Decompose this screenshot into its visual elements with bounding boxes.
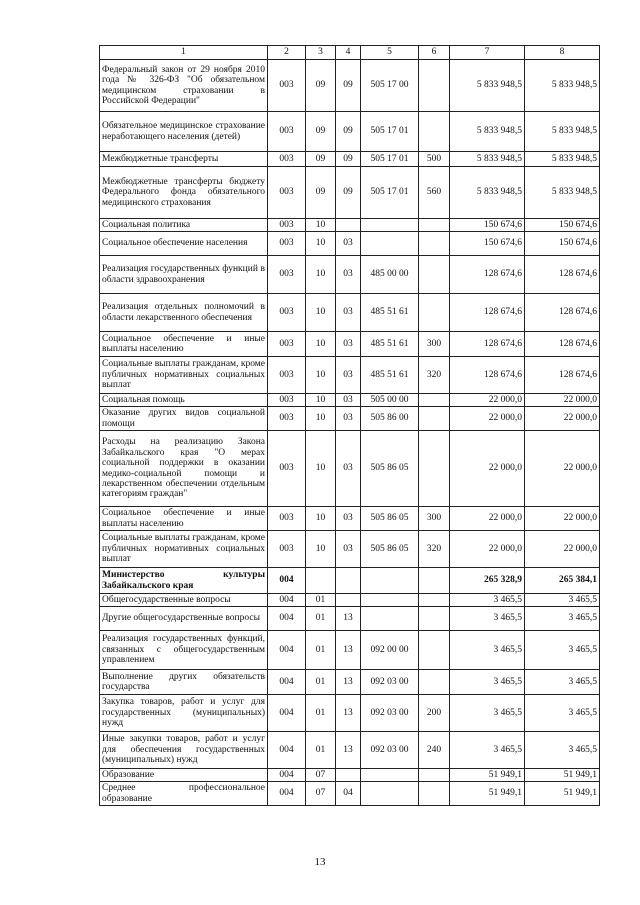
subsection-code: 13 <box>336 631 361 670</box>
target-article: 505 17 01 <box>361 167 419 219</box>
amount-year-2: 3 465,5 <box>525 594 600 607</box>
budget-table <box>99 45 600 806</box>
ministry-code: 003 <box>268 112 306 152</box>
table-row <box>100 256 600 294</box>
expense-type: 320 <box>419 531 450 568</box>
row-name: Федеральный закон от 29 ноября 2010 года № 326-ФЗ "Об обязательном медицинском страховании в Российской Федерации" <box>100 60 268 112</box>
ministry-code: 003 <box>268 531 306 568</box>
ministry-code: 004 <box>268 695 306 732</box>
ministry-code: 003 <box>268 167 306 219</box>
row-name: Оказание других видов социальной помощи <box>100 407 268 431</box>
amount-year-1: 3 465,5 <box>450 607 525 631</box>
expense-type <box>419 594 450 607</box>
expense-type <box>419 670 450 695</box>
target-article <box>361 568 419 594</box>
row-name: Выполнение других обязательств государства <box>100 670 268 695</box>
row-name: Закупка товаров, работ и услуг для государственных (муниципальных) нужд <box>100 695 268 732</box>
row-name: Иные закупки товаров, работ и услуг для обеспечения государственных (муниципальных) нужд <box>100 732 268 769</box>
ministry-code: 003 <box>268 431 306 507</box>
amount-year-2: 128 674,6 <box>525 294 600 332</box>
row-name: Социальное обеспечение и иные выплаты населению <box>100 332 268 357</box>
row-name: Социальное обеспечение и иные выплаты населению <box>100 507 268 531</box>
amount-year-2: 3 465,5 <box>525 732 600 769</box>
amount-year-2: 150 674,6 <box>525 219 600 232</box>
amount-year-2: 5 833 948,5 <box>525 60 600 112</box>
subsection-code: 03 <box>336 294 361 332</box>
amount-year-1: 128 674,6 <box>450 332 525 357</box>
ministry-code: 003 <box>268 256 306 294</box>
table-row <box>100 294 600 332</box>
amount-year-1: 51 949,1 <box>450 782 525 806</box>
section-code: 09 <box>306 167 336 219</box>
table-row <box>100 357 600 394</box>
amount-year-1: 3 465,5 <box>450 732 525 769</box>
column-header: 5 <box>361 46 419 60</box>
amount-year-1: 22 000,0 <box>450 394 525 407</box>
amount-year-1: 150 674,6 <box>450 232 525 256</box>
subsection-code: 03 <box>336 256 361 294</box>
column-header: 4 <box>336 46 361 60</box>
table-row <box>100 112 600 152</box>
section-code: 10 <box>306 407 336 431</box>
expense-type: 560 <box>419 167 450 219</box>
section-code: 09 <box>306 152 336 167</box>
section-code: 09 <box>306 112 336 152</box>
ministry-code: 004 <box>268 631 306 670</box>
table-row <box>100 732 600 769</box>
section-code: 01 <box>306 607 336 631</box>
ministry-code: 003 <box>268 219 306 232</box>
table-row <box>100 431 600 507</box>
ministry-code: 003 <box>268 407 306 431</box>
ministry-code: 004 <box>268 568 306 594</box>
amount-year-2: 51 949,1 <box>525 769 600 782</box>
amount-year-2: 51 949,1 <box>525 782 600 806</box>
table-row <box>100 782 600 806</box>
target-article: 505 86 05 <box>361 507 419 531</box>
table-row <box>100 219 600 232</box>
subsection-code <box>336 219 361 232</box>
amount-year-2: 150 674,6 <box>525 232 600 256</box>
target-article: 092 03 00 <box>361 670 419 695</box>
amount-year-2: 128 674,6 <box>525 357 600 394</box>
row-name: Расходы на реализацию Закона Забайкальского края "О мерах социальной поддержки в оказании медико-социальной помощи и лекарственном обеспечении отдельным категориям граждан" <box>100 431 268 507</box>
table-row <box>100 568 600 594</box>
subsection-code: 13 <box>336 607 361 631</box>
amount-year-2: 22 000,0 <box>525 507 600 531</box>
subsection-code: 03 <box>336 232 361 256</box>
ministry-code: 004 <box>268 732 306 769</box>
row-name: Реализация государственных функций в области здравоохранения <box>100 256 268 294</box>
target-article: 485 00 00 <box>361 256 419 294</box>
section-code: 01 <box>306 732 336 769</box>
ministry-code: 004 <box>268 594 306 607</box>
target-article: 485 51 61 <box>361 357 419 394</box>
section-code: 10 <box>306 394 336 407</box>
amount-year-1: 3 465,5 <box>450 631 525 670</box>
target-article: 505 86 05 <box>361 431 419 507</box>
expense-type <box>419 407 450 431</box>
table-row <box>100 332 600 357</box>
target-article <box>361 782 419 806</box>
table-row <box>100 507 600 531</box>
target-article: 505 86 05 <box>361 531 419 568</box>
subsection-code: 09 <box>336 152 361 167</box>
target-article: 505 17 00 <box>361 60 419 112</box>
subsection-code: 13 <box>336 695 361 732</box>
section-code: 10 <box>306 531 336 568</box>
section-code: 10 <box>306 294 336 332</box>
amount-year-1: 5 833 948,5 <box>450 112 525 152</box>
amount-year-1: 128 674,6 <box>450 294 525 332</box>
amount-year-2: 22 000,0 <box>525 394 600 407</box>
amount-year-2: 3 465,5 <box>525 607 600 631</box>
amount-year-2: 22 000,0 <box>525 407 600 431</box>
expense-type <box>419 112 450 152</box>
amount-year-2: 5 833 948,5 <box>525 152 600 167</box>
subsection-code: 09 <box>336 60 361 112</box>
section-code: 07 <box>306 782 336 806</box>
row-name: Социальное обеспечение населения <box>100 232 268 256</box>
table-row <box>100 152 600 167</box>
expense-type <box>419 394 450 407</box>
ministry-code: 004 <box>268 769 306 782</box>
target-article <box>361 607 419 631</box>
row-name: Социальная помощь <box>100 394 268 407</box>
row-name: Реализация отдельных полномочий в области лекарственного обеспечения <box>100 294 268 332</box>
column-header: 2 <box>268 46 306 60</box>
section-code: 10 <box>306 219 336 232</box>
section-code <box>306 568 336 594</box>
column-header: 6 <box>419 46 450 60</box>
row-name: Социальная политика <box>100 219 268 232</box>
expense-type: 500 <box>419 152 450 167</box>
table-row <box>100 670 600 695</box>
table-row <box>100 695 600 732</box>
amount-year-2: 3 465,5 <box>525 695 600 732</box>
header-row <box>100 46 600 60</box>
expense-type: 200 <box>419 695 450 732</box>
ministry-code: 003 <box>268 60 306 112</box>
expense-type <box>419 607 450 631</box>
amount-year-1: 22 000,0 <box>450 431 525 507</box>
row-name: Социальные выплаты гражданам, кроме публичных нормативных социальных выплат <box>100 531 268 568</box>
row-name: Обязательное медицинское страхование неработающего населения (детей) <box>100 112 268 152</box>
subsection-code: 13 <box>336 732 361 769</box>
section-code: 09 <box>306 60 336 112</box>
section-code: 01 <box>306 695 336 732</box>
subsection-code: 03 <box>336 531 361 568</box>
table-row <box>100 594 600 607</box>
table-body <box>100 46 600 806</box>
amount-year-1: 3 465,5 <box>450 594 525 607</box>
target-article <box>361 219 419 232</box>
subsection-code <box>336 568 361 594</box>
row-name: Министерство культуры Забайкальского края <box>100 568 268 594</box>
amount-year-1: 5 833 948,5 <box>450 167 525 219</box>
table-row <box>100 394 600 407</box>
subsection-code: 03 <box>336 332 361 357</box>
table-row <box>100 60 600 112</box>
target-article: 485 51 61 <box>361 294 419 332</box>
expense-type <box>419 256 450 294</box>
ministry-code: 003 <box>268 394 306 407</box>
amount-year-1: 51 949,1 <box>450 769 525 782</box>
subsection-code: 09 <box>336 167 361 219</box>
expense-type <box>419 60 450 112</box>
ministry-code: 003 <box>268 294 306 332</box>
target-article: 092 03 00 <box>361 695 419 732</box>
column-header: 7 <box>450 46 525 60</box>
amount-year-1: 5 833 948,5 <box>450 60 525 112</box>
table-row <box>100 232 600 256</box>
subsection-code: 03 <box>336 394 361 407</box>
subsection-code: 03 <box>336 357 361 394</box>
target-article: 485 51 61 <box>361 332 419 357</box>
amount-year-2: 5 833 948,5 <box>525 112 600 152</box>
target-article: 092 03 00 <box>361 732 419 769</box>
expense-type: 320 <box>419 357 450 394</box>
table-row <box>100 607 600 631</box>
subsection-code: 03 <box>336 431 361 507</box>
table-row <box>100 769 600 782</box>
expense-type <box>419 219 450 232</box>
row-name: Реализация государственных функций, связанных с общегосударственным управлением <box>100 631 268 670</box>
target-article: 092 00 00 <box>361 631 419 670</box>
section-code: 01 <box>306 594 336 607</box>
amount-year-1: 22 000,0 <box>450 507 525 531</box>
row-name: Межбюджетные трансферты бюджету Федерального фонда обязательного медицинского страхования <box>100 167 268 219</box>
row-name: Общегосударственные вопросы <box>100 594 268 607</box>
ministry-code: 003 <box>268 357 306 394</box>
table-row <box>100 531 600 568</box>
amount-year-1: 265 328,9 <box>450 568 525 594</box>
table-row <box>100 167 600 219</box>
page-number: 13 <box>314 856 326 868</box>
subsection-code <box>336 769 361 782</box>
amount-year-1: 128 674,6 <box>450 256 525 294</box>
amount-year-2: 3 465,5 <box>525 670 600 695</box>
amount-year-1: 22 000,0 <box>450 407 525 431</box>
amount-year-1: 22 000,0 <box>450 531 525 568</box>
table-row <box>100 407 600 431</box>
amount-year-2: 22 000,0 <box>525 431 600 507</box>
ministry-code: 003 <box>268 507 306 531</box>
expense-type <box>419 769 450 782</box>
expense-type: 300 <box>419 507 450 531</box>
expense-type <box>419 294 450 332</box>
expense-type <box>419 782 450 806</box>
subsection-code: 13 <box>336 670 361 695</box>
section-code: 01 <box>306 631 336 670</box>
subsection-code: 03 <box>336 507 361 531</box>
row-name: Среднее профессиональное образование <box>100 782 268 806</box>
section-code: 10 <box>306 332 336 357</box>
amount-year-2: 128 674,6 <box>525 332 600 357</box>
section-code: 10 <box>306 357 336 394</box>
ministry-code: 004 <box>268 607 306 631</box>
amount-year-1: 150 674,6 <box>450 219 525 232</box>
row-name: Другие общегосударственные вопросы <box>100 607 268 631</box>
section-code: 10 <box>306 232 336 256</box>
expense-type <box>419 431 450 507</box>
amount-year-1: 3 465,5 <box>450 695 525 732</box>
subsection-code: 03 <box>336 407 361 431</box>
amount-year-1: 3 465,5 <box>450 670 525 695</box>
amount-year-2: 3 465,5 <box>525 631 600 670</box>
section-code: 07 <box>306 769 336 782</box>
ministry-code: 003 <box>268 232 306 256</box>
target-article <box>361 232 419 256</box>
subsection-code: 09 <box>336 112 361 152</box>
target-article: 505 17 01 <box>361 112 419 152</box>
ministry-code: 004 <box>268 670 306 695</box>
expense-type <box>419 232 450 256</box>
target-article: 505 17 01 <box>361 152 419 167</box>
expense-type <box>419 568 450 594</box>
target-article: 505 86 00 <box>361 407 419 431</box>
section-code: 10 <box>306 507 336 531</box>
ministry-code: 003 <box>268 152 306 167</box>
amount-year-1: 5 833 948,5 <box>450 152 525 167</box>
target-article <box>361 594 419 607</box>
expense-type: 240 <box>419 732 450 769</box>
target-article: 505 00 00 <box>361 394 419 407</box>
section-code: 10 <box>306 256 336 294</box>
ministry-code: 003 <box>268 332 306 357</box>
expense-type: 300 <box>419 332 450 357</box>
amount-year-2: 128 674,6 <box>525 256 600 294</box>
column-header: 8 <box>525 46 600 60</box>
column-header: 1 <box>100 46 268 60</box>
ministry-code: 004 <box>268 782 306 806</box>
column-header: 3 <box>306 46 336 60</box>
subsection-code <box>336 594 361 607</box>
section-code: 01 <box>306 670 336 695</box>
amount-year-2: 265 384,1 <box>525 568 600 594</box>
row-name: Социальные выплаты гражданам, кроме публичных нормативных социальных выплат <box>100 357 268 394</box>
row-name: Образование <box>100 769 268 782</box>
target-article <box>361 769 419 782</box>
row-name: Межбюджетные трансферты <box>100 152 268 167</box>
table-row <box>100 631 600 670</box>
amount-year-2: 22 000,0 <box>525 531 600 568</box>
section-code: 10 <box>306 431 336 507</box>
subsection-code: 04 <box>336 782 361 806</box>
amount-year-2: 5 833 948,5 <box>525 167 600 219</box>
expense-type <box>419 631 450 670</box>
amount-year-1: 128 674,6 <box>450 357 525 394</box>
